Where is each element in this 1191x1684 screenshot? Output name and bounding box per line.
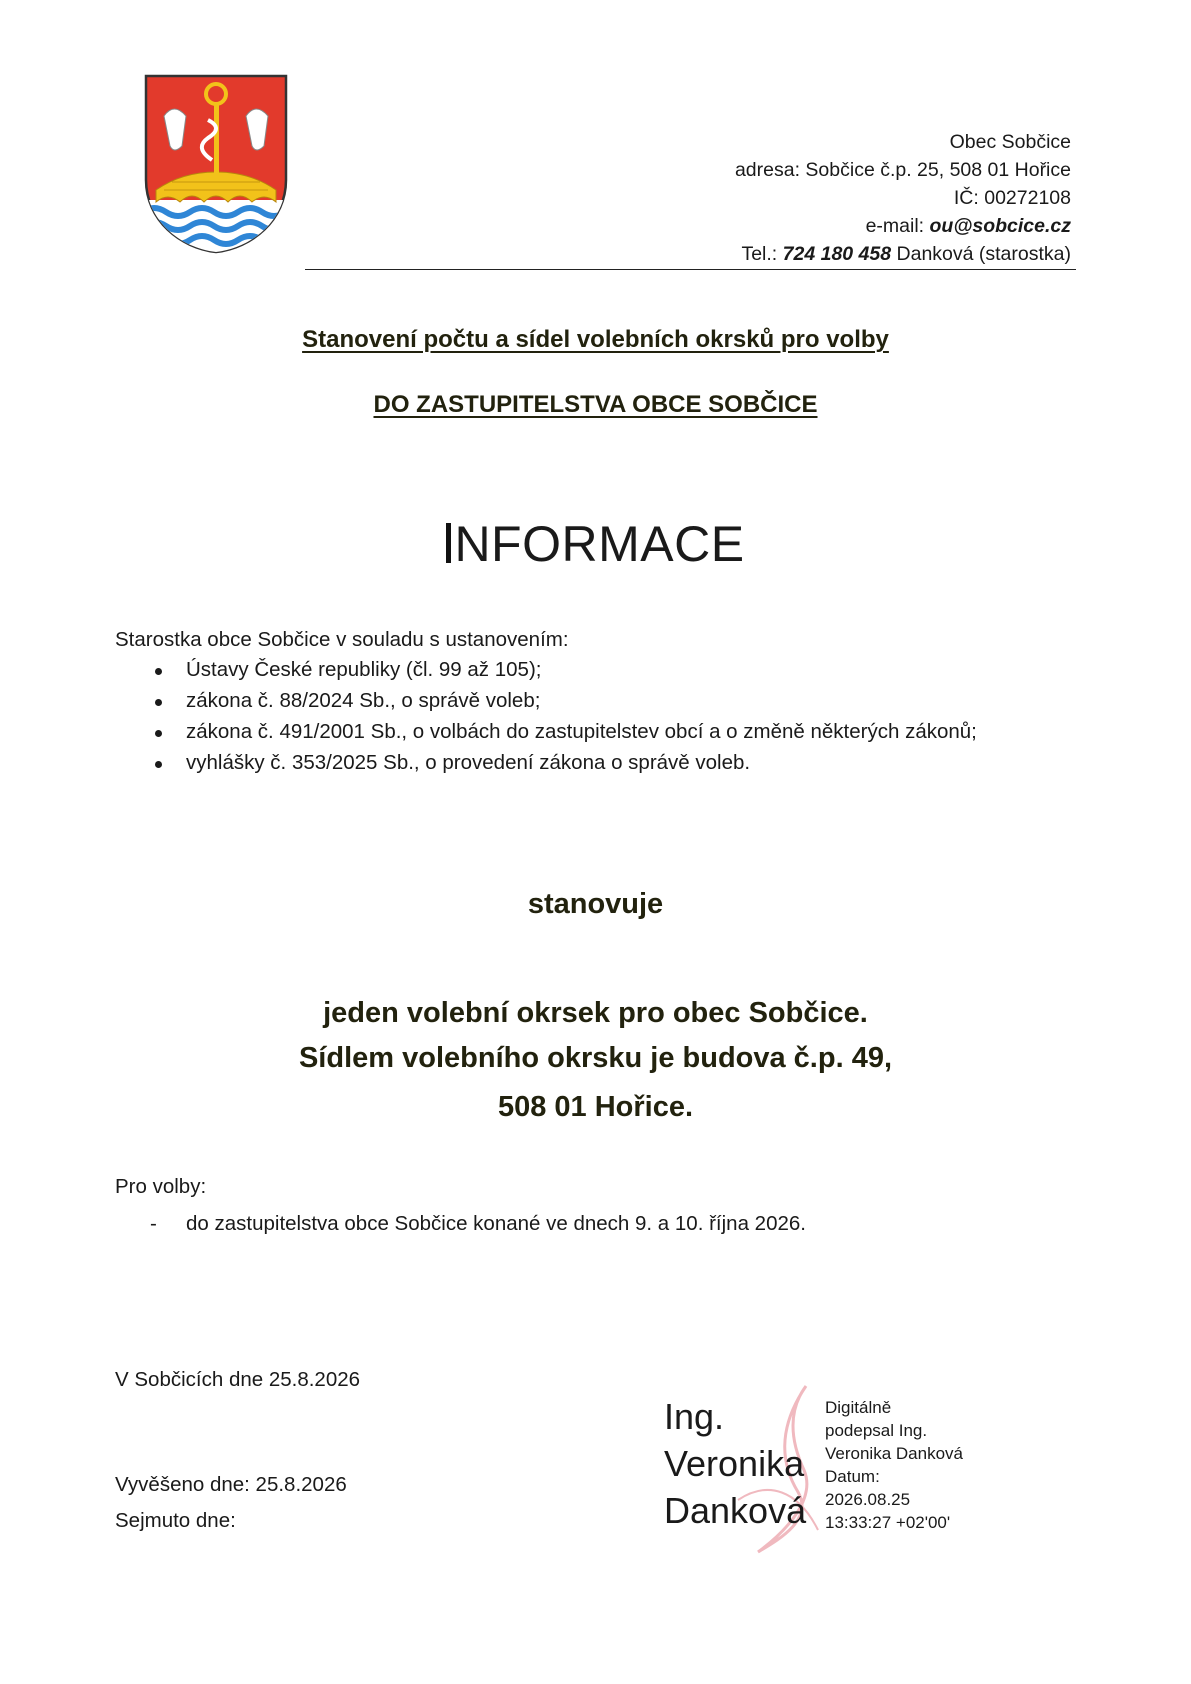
coat-of-arms-logo: [142, 72, 290, 254]
signature-meta-line: Digitálně: [825, 1398, 892, 1417]
email-link[interactable]: ou@sobcice.cz: [929, 215, 1071, 237]
signature-meta-line: 2026.08.25: [825, 1490, 911, 1509]
intro-text: Starostka obce Sobčice v souladu s ustanovením:: [115, 628, 569, 651]
email-label: e-mail:: [865, 215, 930, 237]
org-name: Obec Sobčice: [949, 131, 1071, 153]
signature-meta-line: podepsal Ing.: [825, 1421, 928, 1440]
org-email: [866, 212, 1071, 240]
org-address: adresa: Sobčice č.p. 25, 508 01 Hořice: [734, 159, 1071, 181]
election-item: do zastupitelstva obce Sobčice konané ve dnech 9. a 10. října 2026.: [186, 1212, 806, 1235]
tel-label: Tel.:: [741, 243, 783, 265]
place-date: V Sobčicích dne 25.8.2026: [115, 1368, 361, 1391]
signature-meta-line: 13:33:27 +02'00': [825, 1513, 951, 1532]
org-ico: IČ: 00272108: [953, 187, 1071, 209]
election-label: Pro volby:: [115, 1175, 207, 1198]
tel-number: 724 180 458: [782, 243, 892, 265]
removed-date: Sejmuto dne:: [115, 1509, 236, 1532]
decision-line-1: jeden volební okrsek pro obec Sobčice.: [323, 997, 868, 1029]
signature-name-line: Danková: [664, 1490, 807, 1531]
informace-heading: NFORMACE: [0, 515, 1191, 573]
signature-name-line: Ing.: [664, 1396, 725, 1437]
signature-name-line: Veronika: [664, 1443, 805, 1484]
decision-line-3: 508 01 Hořice.: [497, 1091, 694, 1123]
posted-date: Vyvěšeno dne: 25.8.2026: [115, 1473, 347, 1496]
decision-verb: stanovuje: [527, 888, 664, 920]
tel-suffix: Danková (starostka): [891, 243, 1071, 265]
signature-meta-line: Datum:: [825, 1467, 880, 1486]
bullet-icon: [155, 668, 162, 675]
election-dash: -: [150, 1212, 157, 1235]
bullet-icon: [155, 761, 162, 768]
document-title-line-1: Stanovení počtu a sídel volebních okrsků pro volby: [302, 326, 889, 353]
decision-line-2: Sídlem volebního okrsku je budova č.p. 49,: [298, 1042, 893, 1074]
informace-initial: [446, 523, 451, 563]
org-phone: [741, 240, 1071, 268]
header-divider: [305, 269, 1076, 270]
signature-meta-line: Veronika Danková: [825, 1444, 963, 1463]
document-title-line-2: DO ZASTUPITELSTVA OBCE SOBČICE: [373, 391, 818, 418]
bullet-icon: [155, 730, 162, 737]
bullet-icon: [155, 699, 162, 706]
